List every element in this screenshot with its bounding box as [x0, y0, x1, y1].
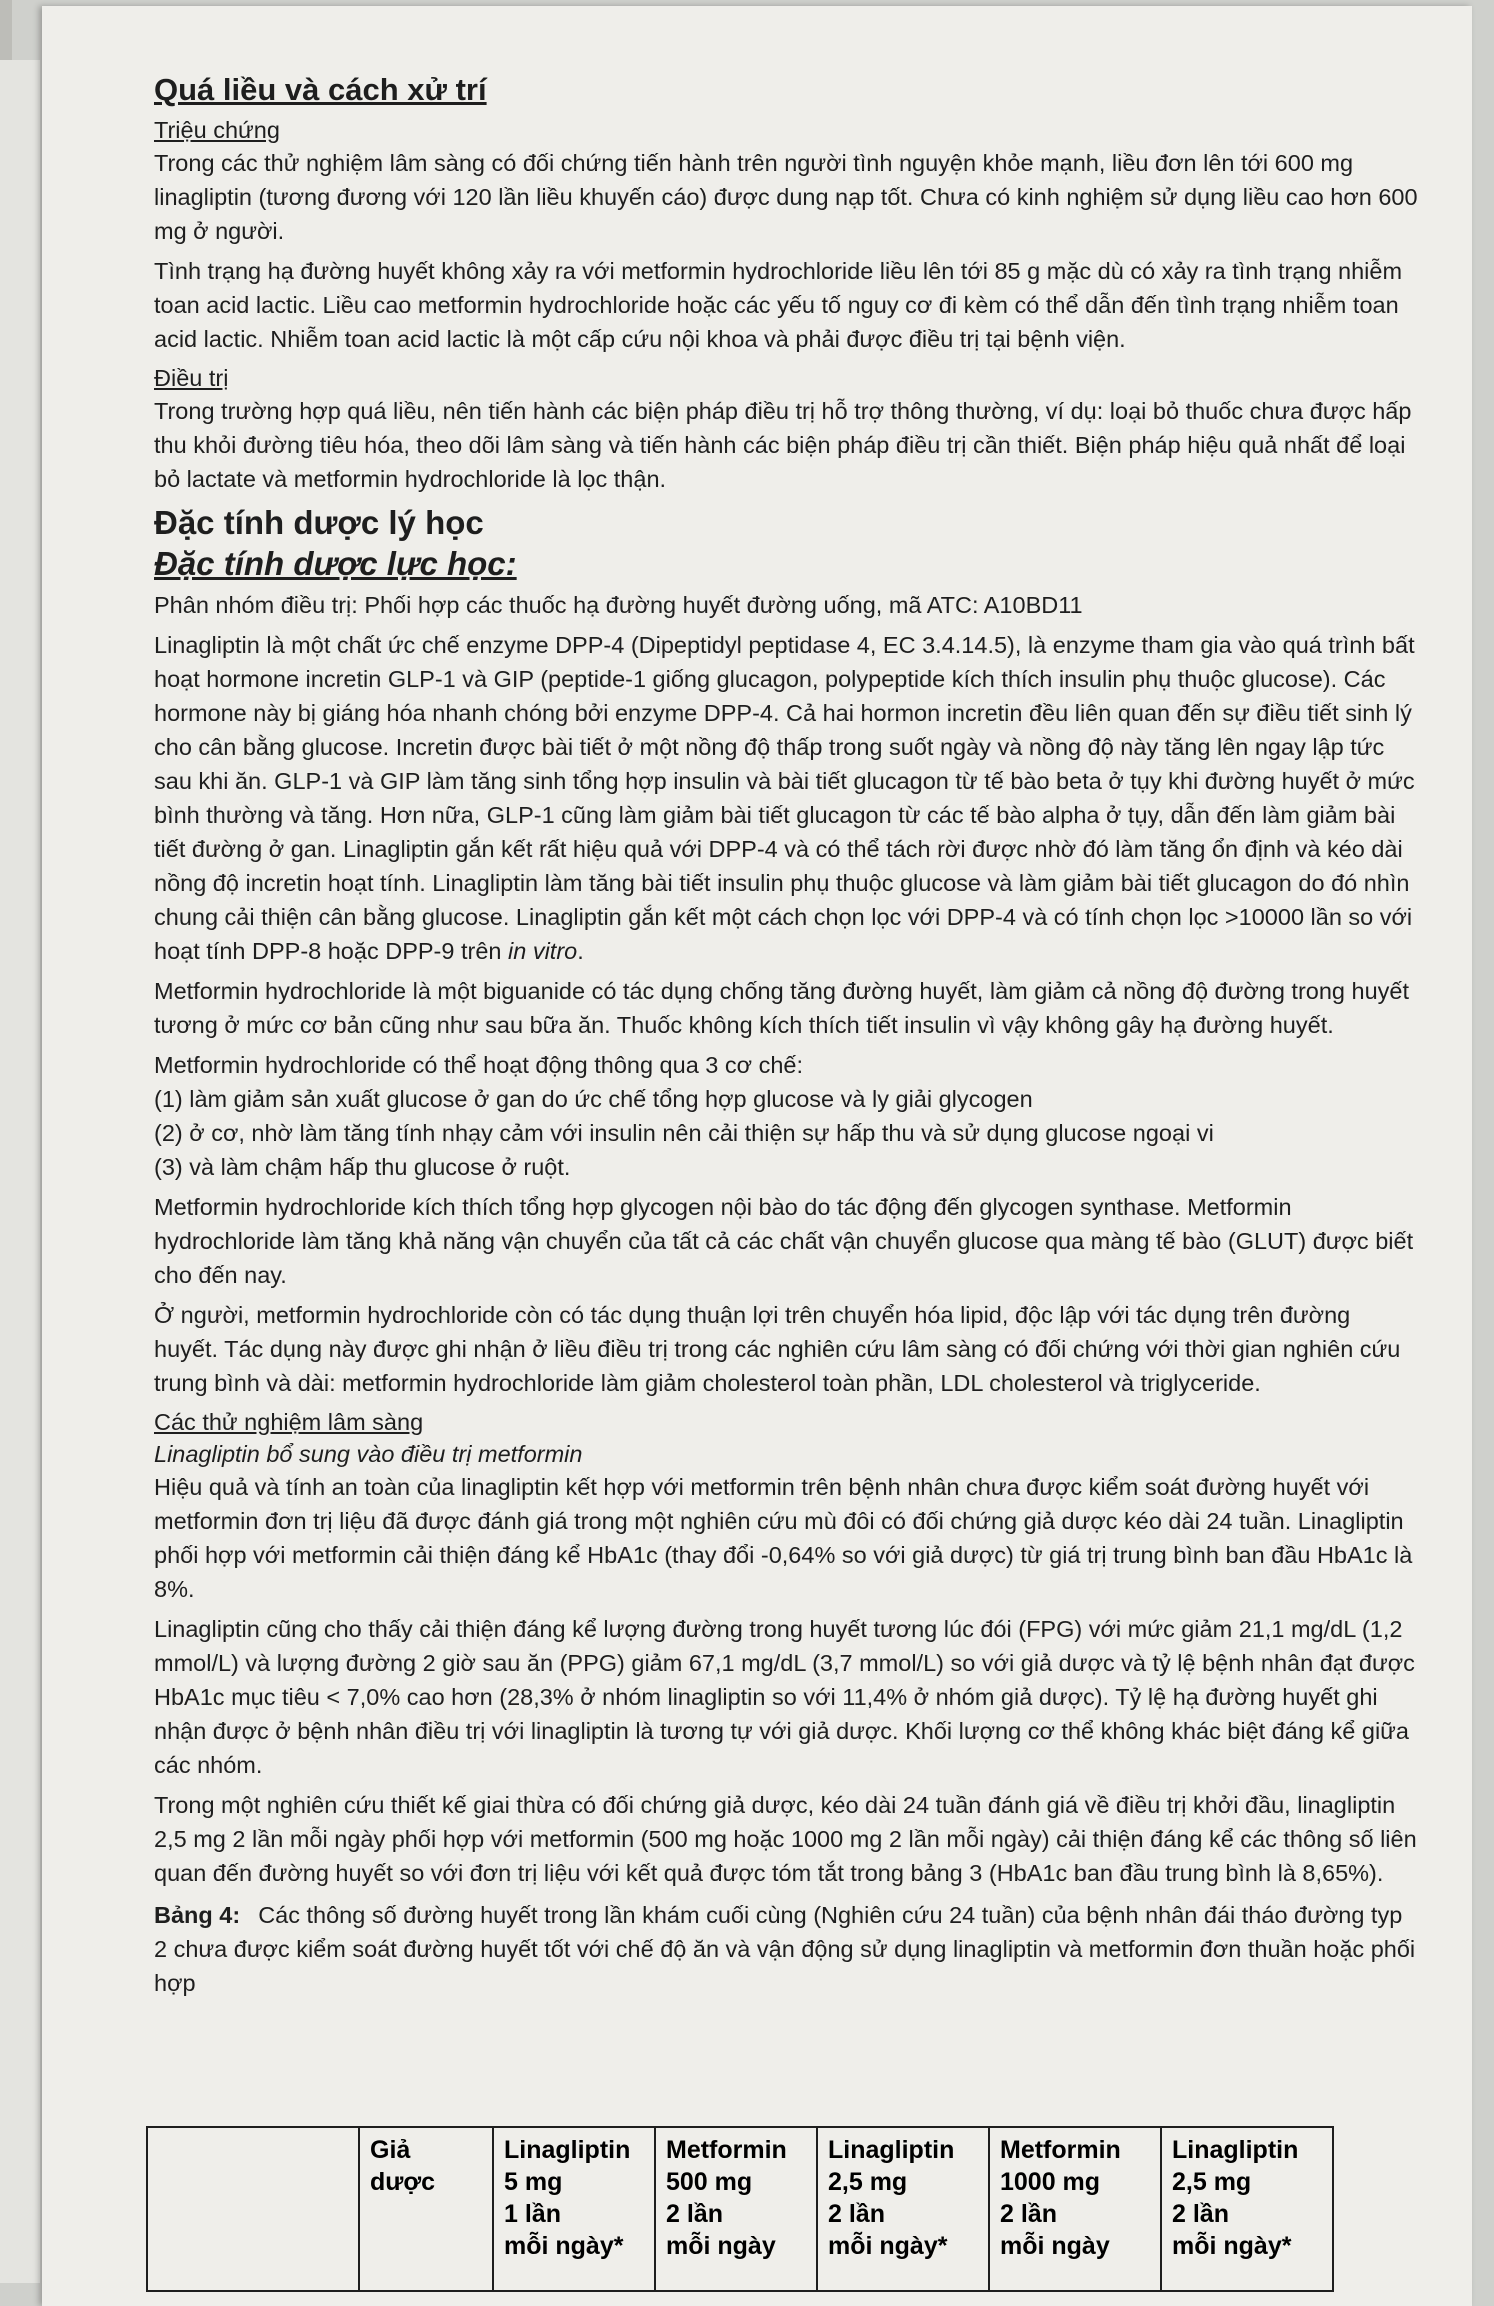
clinical-trials-sublabel: Linagliptin bổ sung vào điều trị metformin: [154, 1441, 583, 1467]
page-content: [154, 70, 1419, 2010]
mechanism-1: (1) làm giảm sản xuất glucose ở gan do ức chế tổng hợp glucose và ly giải glycogen: [154, 1086, 1033, 1112]
table-header-cell: Giả dược: [359, 2127, 493, 2291]
table-header-cell: [147, 2127, 359, 2291]
table-caption: [154, 1898, 1419, 2000]
pharmacology-heading: Đặc tính dược lý học: [154, 504, 484, 541]
symptoms-paragraph-2: Tình trạng hạ đường huyết không xảy ra với metformin hydrochloride liều lên tới 85 g mặc dù có xảy ra tình trạng nhiễm toan acid lactic. Liều cao metformin hydrochloride hoặc các yếu tố nguy cơ đi kèm có thể dẫn đến tình trạng nhiễm toan acid lactic. Nhiễm toan acid lactic là một cấp cứu nội khoa và phải được điều trị tại bệnh viện.: [154, 258, 1403, 352]
lipid-paragraph: Ở người, metformin hydrochloride còn có tác dụng thuận lợi trên chuyển hóa lipid, độc lập với tác dụng trên đường huyết. Tác dụng này được ghi nhận ở liều điều trị trong các nghiên cứu lâm sàng có đối chứng với thời gian nghiên cứu trung bình và dài: metformin hydrochloride làm giảm cholesterol toàn phần, LDL cholesterol và triglyceride.: [154, 1302, 1401, 1396]
treatment-label: Điều trị: [154, 365, 229, 391]
trial-paragraph-3: Trong một nghiên cứu thiết kế giai thừa có đối chứng giả dược, kéo dài 24 tuần đánh giá về điều trị khởi đầu, linagliptin 2,5 mg 2 lần mỗi ngày phối hợp với metformin (500 mg hoặc 1000 mg 2 lần mỗi ngày) cải thiện đáng kể các thông số liên quan đến đường huyết so với đơn trị liệu với kết quả được tóm tắt trong bảng 3 (HbA1c ban đầu trung bình là 8,65%).: [154, 1792, 1417, 1886]
therapeutic-group-paragraph: Phân nhóm điều trị: Phối hợp các thuốc hạ đường huyết đường uống, mã ATC: A10BD11: [154, 592, 1083, 618]
overdose-heading: Quá liều và cách xử trí: [154, 72, 487, 107]
mechanisms-intro: Metformin hydrochloride có thể hoạt động thông qua 3 cơ chế:: [154, 1052, 804, 1078]
in-vitro-text: in vitro: [508, 938, 578, 964]
linagliptin-paragraph: Linagliptin là một chất ức chế enzyme DPP-4 (Dipeptidyl peptidase 4, EC 3.4.14.5), là enzyme tham gia vào quá trình bất hoạt hormone incretin GLP-1 và GIP (peptide-1 giống glucagon, polypeptide kích thích insulin phụ thuộc glucose). Các hormone này bị giáng hóa nhanh chóng bởi enzyme DPP-4. Cả hai hormon incretin đều liên quan đến sự điều tiết sinh lý cho cân bằng glucose. Incretin được bài tiết ở một nồng độ thấp trong suốt ngày và nồng độ này tăng lên ngay lập tức sau khi ăn. GLP-1 và GIP làm tăng sinh tổng hợp insulin và bài tiết glucagon từ tế bào beta ở tụy khi đường huyết ở mức bình thường và tăng. Hơn nữa, GLP-1 cũng làm giảm bài tiết glucagon từ các tế bào alpha ở tụy, dẫn đến làm giảm bài tiết đường ở gan. Linagliptin gắn kết rất hiệu quả với DPP-4 và có thể tách rời được nhờ đó làm tăng ổn định và kéo dài nồng độ incretin hoạt tính. Linagliptin làm tăng bài tiết insulin phụ thuộc glucose và làm giảm bài tiết glucagon do đó nhìn chung cải thiện cân bằng glucose. Linagliptin gắn kết một cách chọn lọc với DPP-4 và có tính chọn lọc >10000 lần so với hoạt tính DPP-8 hoặc DPP-9 trên in vitro.: [154, 632, 1415, 964]
table-header-cell: Metformin 1000 mg 2 lần mỗi ngày: [989, 2127, 1161, 2291]
table-header-row: [147, 2127, 1333, 2291]
results-table: [146, 2126, 1334, 2292]
table-header-cell: Linagliptin 2,5 mg 2 lần mỗi ngày*: [1161, 2127, 1333, 2291]
symptoms-label: Triệu chứng: [154, 117, 280, 143]
leaflet-page: [42, 6, 1472, 2306]
table-header-cell: Linagliptin 5 mg 1 lần mỗi ngày*: [493, 2127, 655, 2291]
table-header-cell: Linagliptin 2,5 mg 2 lần mỗi ngày*: [817, 2127, 989, 2291]
glycogen-paragraph: Metformin hydrochloride kích thích tổng hợp glycogen nội bào do tác động đến glycogen synthase. Metformin hydrochloride làm tăng khả năng vận chuyển của tất cả các chất vận chuyển glucose qua màng tế bào (GLUT) được biết cho đến nay.: [154, 1194, 1414, 1288]
table-caption-text: Các thông số đường huyết trong lần khám cuối cùng (Nghiên cứu 24 tuần) của bệnh nhân đái tháo đường typ 2 chưa được kiểm soát đường huyết tốt với chế độ ăn và vận động sử dụng linagliptin và metformin đơn thuần hoặc phối hợp: [154, 1902, 1416, 1996]
trial-paragraph-2: Linagliptin cũng cho thấy cải thiện đáng kể lượng đường trong huyết tương lúc đói (FPG) với mức giảm 21,1 mg/dL (1,2 mmol/L) và lượng đường 2 giờ sau ăn (PPG) giảm 67,1 mg/dL (3,7 mmol/L) so với giả dược và tỷ lệ bệnh nhân đạt được HbA1c mục tiêu < 7,0% cao hơn (28,3% ở nhóm linagliptin so với 11,4% ở nhóm giả dược). Tỷ lệ hạ đường huyết ghi nhận được ở bệnh nhân điều trị với linagliptin là tương tự với giả dược. Khối lượng cơ thể không khác biệt đáng kể giữa các nhóm.: [154, 1616, 1415, 1778]
symptoms-paragraph-1: Trong các thử nghiệm lâm sàng có đối chứng tiến hành trên người tình nguyện khỏe mạnh, liều đơn lên tới 600 mg linagliptin (tương đương với 120 lần liều khuyến cáo) được dung nạp tốt. Chưa có kinh nghiệm sử dụng liều cao hơn 600 mg ở người.: [154, 150, 1418, 244]
mechanism-2: (2) ở cơ, nhờ làm tăng tính nhạy cảm với insulin nên cải thiện sự hấp thu và sử dụng glucose ngoại vi: [154, 1120, 1214, 1146]
linagliptin-text: Linagliptin là một chất ức chế enzyme DPP-4 (Dipeptidyl peptidase 4, EC 3.4.14.5), là enzyme tham gia vào quá trình bất hoạt hormone incretin GLP-1 và GIP (peptide-1 giống glucagon, polypeptide kích thích insulin phụ thuộc glucose). Các hormone này bị giáng hóa nhanh chóng bởi enzyme DPP-4. Cả hai hormon incretin đều liên quan đến sự điều tiết sinh lý cho cân bằng glucose. Incretin được bài tiết ở một nồng độ thấp trong suốt ngày và nồng độ này tăng lên ngay lập tức sau khi ăn. GLP-1 và GIP làm tăng sinh tổng hợp insulin và bài tiết glucagon từ tế bào beta ở tụy khi đường huyết ở mức bình thường và tăng. Hơn nữa, GLP-1 cũng làm giảm bài tiết glucagon từ các tế bào alpha ở tụy, dẫn đến làm giảm bài tiết đường ở gan. Linagliptin gắn kết rất hiệu quả với DPP-4 và có thể tách rời được nhờ đó làm tăng ổn định và kéo dài nồng độ incretin hoạt tính. Linagliptin làm tăng bài tiết insulin phụ thuộc glucose và làm giảm bài tiết glucagon do đó nhìn chung cải thiện cân bằng glucose. Linagliptin gắn kết một cách chọn lọc với DPP-4 và có tính chọn lọc >10000 lần so với hoạt tính DPP-8 hoặc DPP-9 trên: [154, 632, 1415, 964]
clinical-trials-label: Các thử nghiệm lâm sàng: [154, 1409, 424, 1435]
trial-paragraph-1: Hiệu quả và tính an toàn của linagliptin kết hợp với metformin trên bệnh nhân chưa được kiểm soát đường huyết với metformin đơn trị liệu đã được đánh giá trong một nghiên cứu mù đôi có đối chứng giả dược kéo dài 24 tuần. Linagliptin phối hợp với metformin cải thiện đáng kể HbA1c (thay đổi -0,64% so với giả dược) từ giá trị trung bình ban đầu HbA1c là 8%.: [154, 1474, 1413, 1602]
background-sheet: [0, 60, 40, 2283]
metformin-paragraph: Metformin hydrochloride là một biguanide có tác dụng chống tăng đường huyết, làm giảm cả nồng độ đường trong huyết tương ở mức cơ bản cũng như sau bữa ăn. Thuốc không kích thích tiết insulin vì vậy không gây hạ đường huyết.: [154, 978, 1410, 1038]
pharmacodynamics-heading: Đặc tính dược lực học:: [154, 545, 517, 582]
table-label: Bảng 4:: [154, 1902, 241, 1928]
mechanism-3: (3) và làm chậm hấp thu glucose ở ruột.: [154, 1154, 571, 1180]
table-header-cell: Metformin 500 mg 2 lần mỗi ngày: [655, 2127, 817, 2291]
treatment-paragraph: Trong trường hợp quá liều, nên tiến hành các biện pháp điều trị hỗ trợ thông thường, ví dụ: loại bỏ thuốc chưa được hấp thu khỏi đường tiêu hóa, theo dõi lâm sàng và tiến hành các biện pháp điều trị cần thiết. Biện pháp hiệu quả nhất để loại bỏ lactate và metformin hydrochloride là lọc thận.: [154, 398, 1412, 492]
